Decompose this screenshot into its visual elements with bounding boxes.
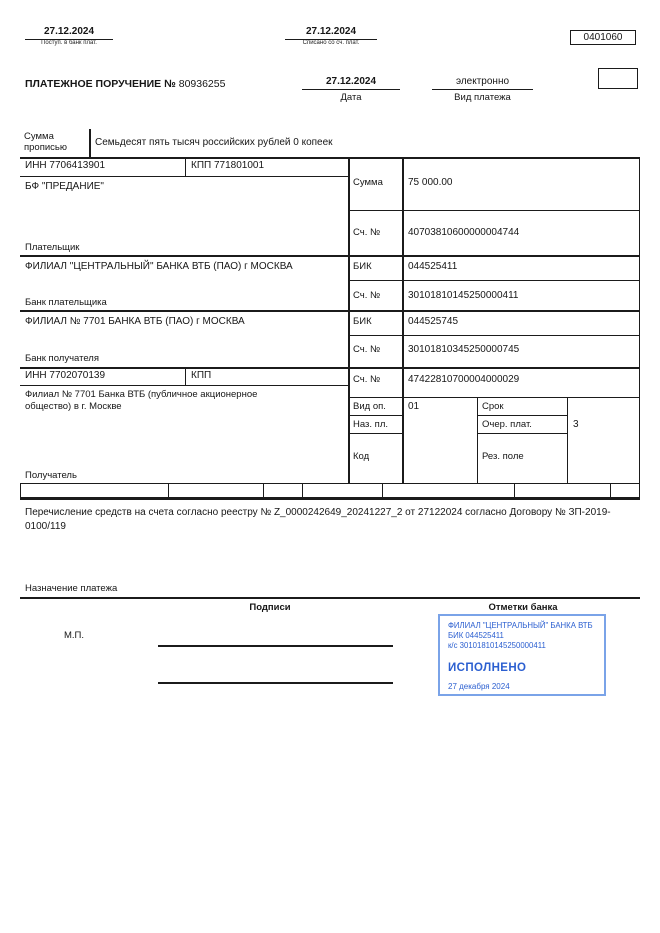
received-caption: Поступ. в банк плат. bbox=[41, 40, 97, 46]
payee-bank-name: ФИЛИАЛ № 7701 БАНКА ВТБ (ПАО) г МОСКВА bbox=[25, 316, 245, 327]
signature-line bbox=[158, 682, 393, 684]
priority-label: Очер. плат. bbox=[482, 419, 532, 430]
debited-date: 27.12.2024 bbox=[285, 26, 377, 40]
payer-kpp: КПП 771801001 bbox=[191, 160, 265, 171]
table-line bbox=[639, 157, 640, 497]
payer-bank-account-label: Сч. № bbox=[353, 290, 381, 301]
table-line bbox=[20, 367, 640, 369]
payee-label: Получатель bbox=[25, 470, 77, 481]
received-date: 27.12.2024 bbox=[25, 26, 113, 40]
table-line bbox=[20, 310, 640, 312]
table-line bbox=[348, 280, 640, 281]
payer-label: Плательщик bbox=[25, 242, 80, 253]
amount-words-value: Семьдесят пять тысяч российских рублей 0 копеек bbox=[95, 137, 333, 148]
received-in-bank-field bbox=[25, 26, 113, 47]
amount-words-label: Сумма прописью bbox=[24, 131, 67, 153]
amount-label: Сумма bbox=[353, 177, 383, 188]
payment-kind-field bbox=[432, 76, 533, 103]
table-line bbox=[185, 367, 186, 385]
table-line bbox=[348, 210, 640, 211]
table-line bbox=[185, 157, 186, 176]
table-line bbox=[168, 483, 169, 497]
stamp-date: 27 декабря 2024 bbox=[448, 682, 510, 691]
payer-name: БФ "ПРЕДАНИЕ" bbox=[25, 181, 104, 192]
priority-value: 3 bbox=[573, 419, 579, 430]
table-line bbox=[20, 497, 640, 500]
payment-kind: электронно bbox=[432, 76, 533, 90]
table-line bbox=[477, 415, 567, 416]
debited-from-account-field bbox=[285, 26, 377, 47]
payer-bank-label: Банк плательщика bbox=[25, 297, 107, 308]
table-line bbox=[20, 483, 640, 484]
purpose-code-label: Наз. пл. bbox=[353, 419, 388, 430]
signature-line bbox=[158, 645, 393, 647]
table-line bbox=[20, 483, 21, 497]
bank-stamp bbox=[438, 614, 606, 696]
payer-account: 40703810600000004744 bbox=[408, 227, 520, 238]
signatures-label: Подписи bbox=[249, 602, 291, 613]
table-line bbox=[567, 397, 568, 483]
doc-number: 80936255 bbox=[178, 78, 226, 90]
table-line bbox=[20, 597, 640, 599]
stamp-corr-account: к/с 30101810145250000411 bbox=[448, 641, 546, 650]
payer-bank-name: ФИЛИАЛ "ЦЕНТРАЛЬНЫЙ" БАНКА ВТБ (ПАО) г МОСКВА bbox=[25, 261, 293, 272]
payer-bank-bik: 044525411 bbox=[408, 261, 458, 272]
code-label: Код bbox=[353, 451, 370, 462]
stamp-status: ИСПОЛНЕНО bbox=[448, 662, 527, 674]
term-label: Срок bbox=[482, 401, 504, 412]
payee-kpp-label: КПП bbox=[191, 370, 212, 381]
payee-bank-label: Банк получателя bbox=[25, 353, 99, 364]
table-line bbox=[477, 397, 478, 483]
table-line bbox=[348, 335, 640, 336]
reserve-field-label: Рез. поле bbox=[482, 451, 524, 462]
table-line bbox=[348, 433, 402, 434]
table-line bbox=[348, 397, 640, 398]
table-line bbox=[348, 415, 402, 416]
payment-purpose-label: Назначение платежа bbox=[25, 583, 118, 594]
table-line bbox=[610, 483, 611, 497]
table-line bbox=[402, 157, 404, 483]
payee-bank-bik: 044525745 bbox=[408, 316, 459, 327]
table-line bbox=[20, 385, 348, 386]
payer-inn: ИНН 7706413901 bbox=[25, 160, 106, 171]
payee-account-label: Сч. № bbox=[353, 374, 381, 385]
payee-bank-account-label: Сч. № bbox=[353, 344, 381, 355]
doc-date: 27.12.2024 bbox=[302, 76, 400, 90]
payee-bank-account: 30101810345250000745 bbox=[408, 344, 520, 355]
payee-bank-bik-label: БИК bbox=[353, 316, 372, 327]
mp-seal-label: М.П. bbox=[64, 630, 85, 641]
payment-kind-label: Вид платежа bbox=[454, 92, 511, 103]
empty-status-box bbox=[598, 68, 638, 89]
table-line bbox=[477, 433, 567, 434]
op-type-value: 01 bbox=[408, 401, 420, 412]
payment-purpose-text: Перечисление средств на счета согласно реестру № Z_0000242649_20241227_2 от 27122024 согласно Договору № ЗП-2019-0100/119 bbox=[25, 507, 611, 532]
table-line bbox=[20, 176, 348, 177]
stamp-bik: БИК 044525411 bbox=[448, 631, 504, 640]
doc-title-row bbox=[25, 78, 225, 90]
doc-date-label: Дата bbox=[340, 92, 362, 103]
debited-caption: Списано со сч. плат. bbox=[302, 40, 360, 46]
op-type-label: Вид оп. bbox=[353, 401, 386, 412]
table-line bbox=[89, 129, 91, 157]
doc-title: ПЛАТЕЖНОЕ ПОРУЧЕНИЕ № bbox=[25, 78, 176, 90]
table-line bbox=[302, 483, 303, 497]
payee-inn: ИНН 7702070139 bbox=[25, 370, 106, 381]
payee-name: Филиал № 7701 Банка ВТБ (публичное акционерное общество) в г. Москве bbox=[25, 389, 258, 412]
table-line bbox=[348, 157, 350, 483]
payer-bank-account: 30101810145250000411 bbox=[408, 290, 519, 301]
payer-account-label: Сч. № bbox=[353, 227, 381, 238]
payer-bank-bik-label: БИК bbox=[353, 261, 372, 272]
table-line bbox=[263, 483, 264, 497]
table-line bbox=[20, 255, 640, 257]
form-code-box: 0401060 bbox=[570, 30, 636, 45]
stamp-bank-name: ФИЛИАЛ "ЦЕНТРАЛЬНЫЙ" БАНКА ВТБ bbox=[448, 621, 593, 630]
table-line bbox=[382, 483, 383, 497]
bank-marks-label: Отметки банка bbox=[488, 602, 558, 613]
payee-account: 47422810700004000029 bbox=[408, 374, 520, 385]
table-line bbox=[20, 157, 640, 159]
doc-date-field bbox=[302, 76, 400, 103]
amount-value: 75 000.00 bbox=[408, 177, 453, 188]
table-line bbox=[514, 483, 515, 497]
